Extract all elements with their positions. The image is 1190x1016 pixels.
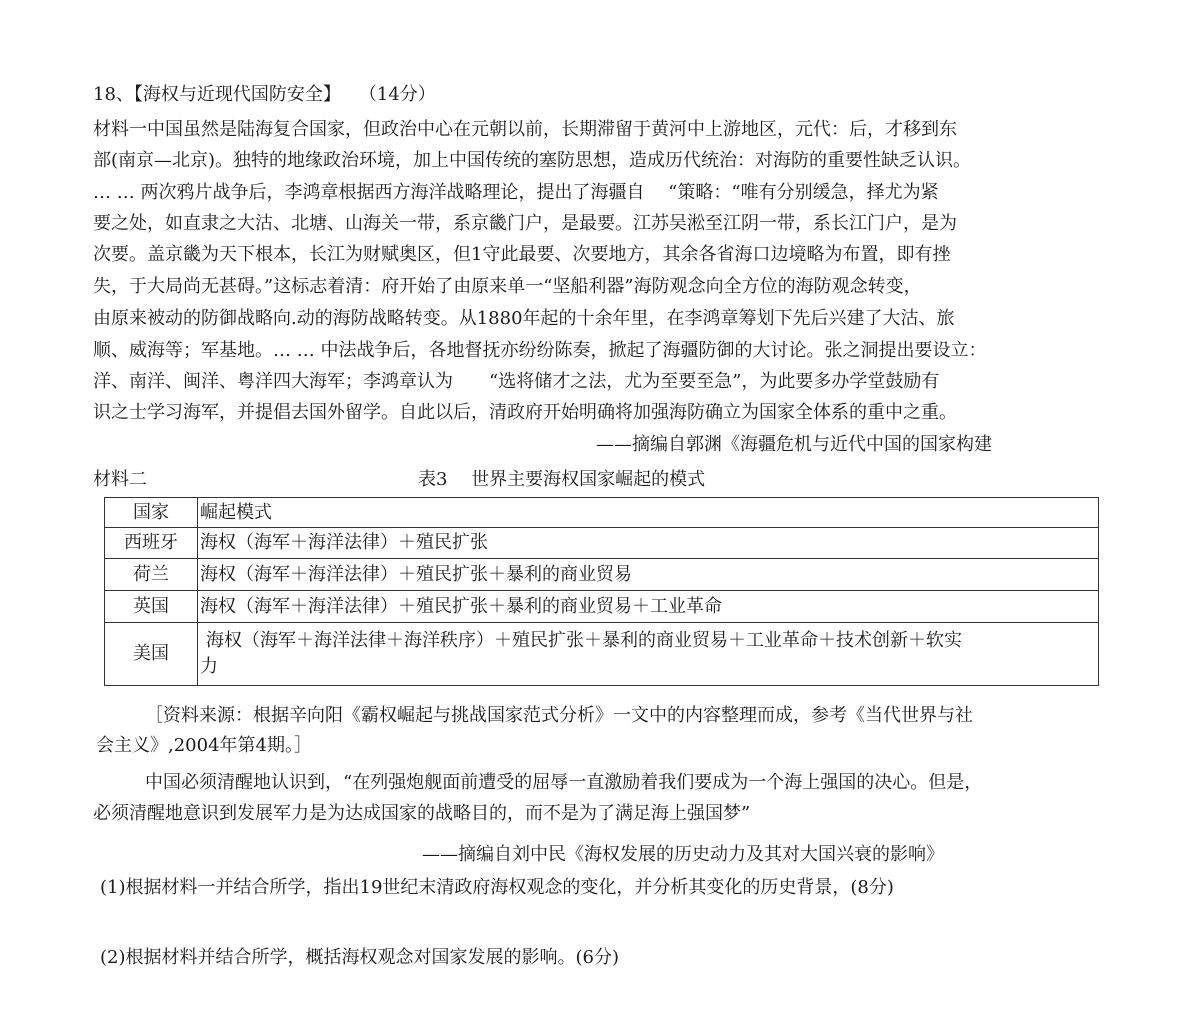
country-cell: 西班牙 bbox=[105, 528, 198, 559]
table-row bbox=[105, 559, 1099, 591]
material1-line: 由原来被动的防御战略向.动的海防战略转变。从1880年起的十余年里，在李鸿章筹划下先后兴建了大沽、旅 bbox=[93, 308, 955, 329]
table-caption: 表3 世界主要海权国家崛起的模式 bbox=[418, 469, 706, 490]
material1-line: 要之处，如直隶之大沽、北塘、山海关一带，系京畿门户，是最要。江苏吴淞至江阴一带，系长江门户，是为 bbox=[93, 213, 957, 234]
quote-line: 中国必须清醒地认识到，“在列强炮舰面前遭受的屈辱一直激励着我们要成为一个海上强国的决心。但是， bbox=[145, 772, 983, 793]
sea-power-table bbox=[104, 497, 1099, 686]
material2-label: 材料二 bbox=[93, 469, 147, 490]
mode-cell-line: 海权（海军＋海洋法律＋海洋秩序）＋殖民扩张＋暴利的商业贸易＋工业革命＋技术创新＋软实 bbox=[206, 630, 962, 651]
material1-line: 材料一中国虽然是陆海复合国家，但政治中心在元朝以前，长期滞留于黄河中上游地区，元代：后，才移到东 bbox=[93, 119, 957, 140]
material1-line: 失，于大局尚无甚碍。”这标志着清：府开始了由原来单一“坚船利器”海防观念向全方位的海防观念转变， bbox=[93, 276, 922, 297]
material1-line: 洋、南洋、闽洋、粤洋四大海军；李鸿章认为 “选将储才之法，尤为至要至急”，为此要多办学堂鼓励有 bbox=[93, 371, 940, 392]
country-cell: 美国 bbox=[105, 623, 198, 686]
country-cell: 英国 bbox=[105, 591, 198, 623]
mode-cell: 海权（海军＋海洋法律）＋殖民扩张＋暴利的商业贸易 bbox=[198, 559, 1099, 591]
material1-source: ——摘编自郭渊《海疆危机与近代中国的国家构建 bbox=[596, 434, 992, 455]
header-country: 国家 bbox=[105, 498, 198, 528]
table-row bbox=[105, 591, 1099, 623]
material1-line: 部(南京—北京)。独特的地缘政治环境，加上中国传统的塞防思想，造成历代统治：对海防的重要性缺乏认识。 bbox=[93, 150, 972, 171]
material1-line: 识之士学习海军，并提倡去国外留学。自此以后，清政府开始明确将加强海防确立为国家全体系的重中之重。 bbox=[93, 402, 957, 423]
header-mode: 崛起模式 bbox=[198, 498, 1099, 528]
data-source-line: ［资料来源：根据辛向阳《霸权崛起与挑战国家范式分析》一文中的内容整理而成，参考《当代世界与社 bbox=[145, 705, 973, 726]
material2-source: ——摘编自刘中民《海权发展的历史动力及其对大国兴衰的影响》 bbox=[422, 844, 944, 865]
material1-line: … … 两次鸦片战争后，李鸿章根据西方海洋战略理论，提出了海疆自 “策略：“唯有分别缓急，择尤为紧 bbox=[93, 182, 939, 203]
material1-line: 次要。盖京畿为天下根本，长江为财赋奥区，但1守此最要、次要地方，其余各省海口边境略为布置，即有挫 bbox=[93, 244, 951, 265]
mode-cell: 海权（海军＋海洋法律）＋殖民扩张 bbox=[198, 528, 1099, 559]
sub-question-1: (1)根据材料一并结合所学，指出19世纪末清政府海权观念的变化，并分析其变化的历史背景，(8分) bbox=[100, 877, 894, 898]
table-row bbox=[105, 623, 1099, 686]
mode-cell-line: 力 bbox=[200, 656, 218, 677]
data-source-line: 会主义》,2004年第4期。］ bbox=[96, 735, 312, 756]
mode-cell: 海权（海军＋海洋法律）＋殖民扩张＋暴利的商业贸易＋工业革命 bbox=[198, 591, 1099, 623]
table-header-row bbox=[105, 498, 1099, 528]
question-title: 18、【海权与近现代国防安全】 （14分） bbox=[93, 84, 436, 105]
country-cell: 荷兰 bbox=[105, 559, 198, 591]
mode-cell bbox=[198, 623, 1099, 686]
table-row bbox=[105, 528, 1099, 559]
sub-question-2: (2)根据材料并结合所学，概括海权观念对国家发展的影响。(6分) bbox=[100, 947, 619, 968]
quote-line: 必须清醒地意识到发展军力是为达成国家的战略目的，而不是为了满足海上强国梦” bbox=[93, 803, 751, 824]
material1-line: 顺、威海等；军基地。… … 中法战争后，各地督抚亦纷纷陈奏，掀起了海疆防御的大讨论。张之洞提出要设立： bbox=[93, 340, 987, 361]
